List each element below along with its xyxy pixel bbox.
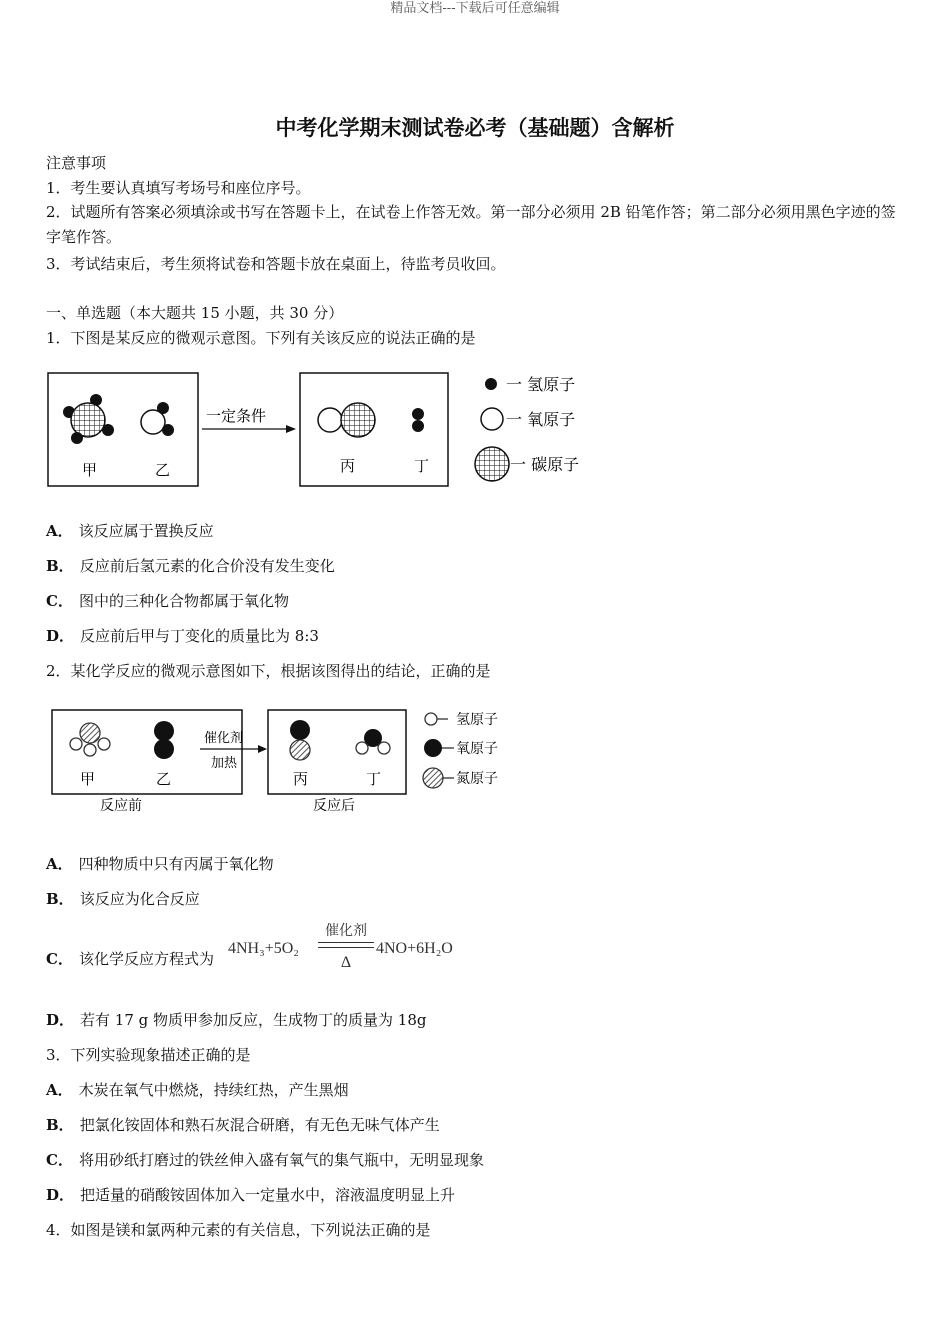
q3-option-a[interactable]: A． 木炭在氧气中燃烧，持续红热，产生黑烟 [46, 1081, 349, 1099]
q2-stem: 2．某化学反应的微观示意图如下，根据该图得出的结论，正确的是 [46, 662, 491, 680]
q2-molecule-yi [154, 721, 174, 759]
q3-stem: 3．下列实验现象描述正确的是 [46, 1046, 251, 1064]
q2-arrow-top: 催化剂 [204, 731, 244, 746]
q2-label-bing: 丙 [293, 770, 309, 788]
q3-option-b[interactable]: B． 把氯化铵固体和熟石灰混合研磨，有无色无味气体产生 [46, 1116, 440, 1134]
notice-item-3: 3．考试结束后，考生须将试卷和答题卡放在桌面上，待监考员收回。 [46, 255, 506, 273]
q1-arrow-head [286, 425, 296, 433]
q1-legend-oxygen: 一 氧原子 [506, 410, 576, 429]
q2-option-d[interactable]: D． 若有 17 g 物质甲参加反应，生成物丁的质量为 18g [46, 1011, 427, 1029]
q1-label-bing: 丙 [340, 457, 356, 475]
q2-legend-hydrogen: 氢原子 [456, 712, 498, 728]
equation-products: 4NO+6H₂O [376, 940, 453, 957]
notice-item-1: 1．考生要认真填写考场号和座位序号。 [46, 179, 311, 197]
q3-option-c[interactable]: C． 将用砂纸打磨过的铁丝伸入盛有氧气的集气瓶中，无明显现象 [46, 1151, 484, 1169]
equation-bar-top [318, 942, 374, 943]
q2-before-label: 反应前 [100, 798, 142, 814]
q2-label-ding: 丁 [366, 770, 382, 788]
q2-molecule-ding [356, 729, 390, 754]
q1-label-yi: 乙 [155, 461, 171, 479]
q2-legend-hydrogen-icon [425, 713, 437, 725]
q1-option-b[interactable]: B． 反应前后氢元素的化合价没有发生变化 [46, 557, 335, 575]
q4-stem: 4．如图是镁和氯两种元素的有关信息，下列说法正确的是 [46, 1221, 431, 1239]
q1-molecule-ding [412, 408, 424, 432]
page-header: 精品文档---下载后可任意编辑 [390, 1, 560, 16]
q2-arrow-bottom: 加热 [211, 756, 238, 771]
q1-label-ding: 丁 [414, 457, 430, 475]
q2-molecule-bing [290, 720, 310, 760]
q1-legend-carbon-icon [475, 447, 509, 481]
q2-arrow-head [258, 745, 267, 753]
q2-after-label: 反应后 [313, 798, 355, 814]
q1-option-a[interactable]: A． 该反应属于置换反应 [46, 522, 214, 540]
q1-legend-hydrogen: 一 氢原子 [506, 375, 576, 394]
q1-legend-oxygen-icon [481, 408, 503, 430]
q2-option-a[interactable]: A． 四种物质中只有丙属于氧化物 [46, 855, 274, 873]
q1-legend-carbon: 一 碳原子 [510, 455, 580, 474]
q2-legend-nitrogen: 氮原子 [456, 771, 498, 787]
q2-legend-oxygen-icon [424, 739, 442, 757]
q1-legend-hydrogen-icon [485, 378, 497, 390]
notice-item-2: 2．试题所有答案必须填涂或书写在答题卡上，在试卷上作答无效。第一部分必须用 2B 铅笔作答；第二部分必须用黑色字迹的签字笔作答。 [46, 203, 896, 246]
section-heading: 一、单选题（本大题共 15 小题，共 30 分） [46, 304, 344, 322]
q1-molecule-jia [63, 394, 114, 444]
equation-bar-bottom [318, 947, 374, 948]
q2-legend-nitrogen-icon [423, 768, 443, 788]
q1-option-d[interactable]: D． 反应前后甲与丁变化的质量比为 8:3 [46, 627, 319, 645]
q2-label-jia: 甲 [80, 770, 96, 788]
q2-label-yi: 乙 [156, 770, 172, 788]
q1-molecule-bing [318, 403, 375, 437]
equation-reactants: 4NH₃+5O₂ [228, 940, 299, 957]
q1-label-jia: 甲 [82, 461, 98, 479]
q1-molecule-yi [141, 402, 174, 436]
q2-option-b[interactable]: B． 该反应为化合反应 [46, 890, 200, 908]
q2-legend-oxygen: 氧原子 [456, 741, 498, 757]
q1-box-reactants [48, 373, 198, 486]
q1-arrow-label: 一定条件 [206, 407, 267, 425]
q1-reaction-diagram [44, 365, 604, 495]
q2-chemical-equation [226, 920, 476, 982]
equation-delta: Δ [340, 954, 352, 971]
q2-reaction-diagram [48, 702, 528, 822]
q2-option-c[interactable]: C． 该化学反应方程式为 [46, 950, 214, 968]
equation-condition: 催化剂 [325, 923, 367, 939]
q3-option-d[interactable]: D． 把适量的硝酸铵固体加入一定量水中，溶液温度明显上升 [46, 1186, 456, 1204]
q1-option-c[interactable]: C． 图中的三种化合物都属于氧化物 [46, 592, 289, 610]
q2-molecule-jia [70, 723, 110, 756]
q1-stem: 1．下图是某反应的微观示意图。下列有关该反应的说法正确的是 [46, 329, 476, 347]
page-title: 中考化学期末测试卷必考（基础题）含解析 [275, 116, 675, 140]
notice-heading: 注意事项 [46, 154, 107, 172]
